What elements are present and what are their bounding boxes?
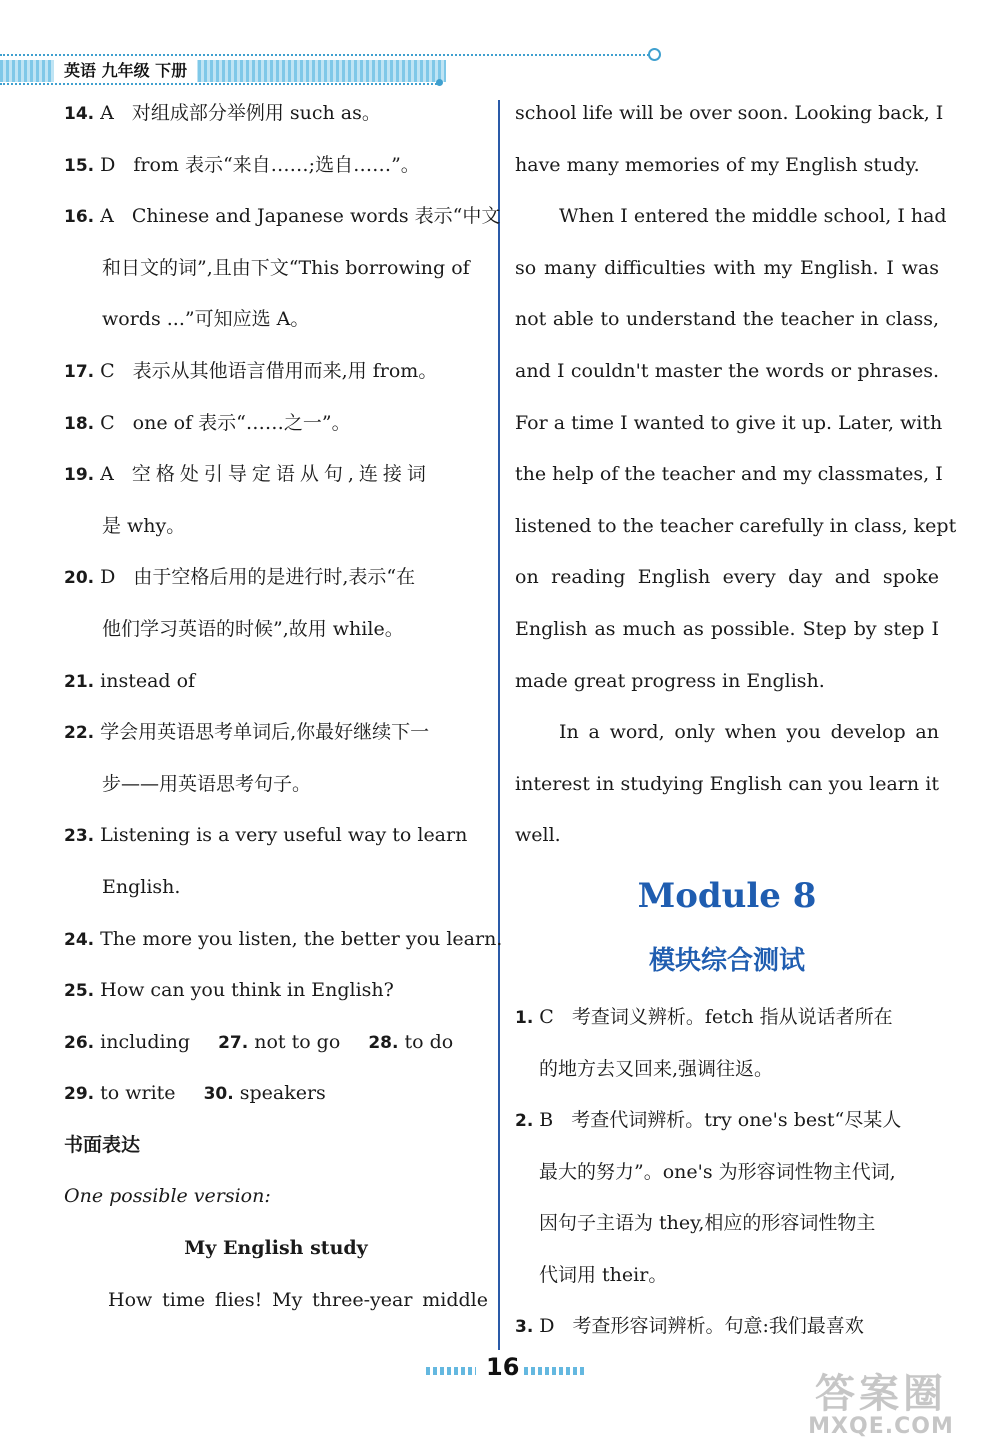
- item-answer-text: to write: [100, 1082, 176, 1105]
- item-answer: D: [100, 153, 116, 176]
- item-answer-text: speakers: [239, 1082, 326, 1105]
- answer-19: [64, 449, 488, 501]
- essay-line: How time flies! My three-year middle: [108, 1288, 488, 1311]
- essay-line: the help of the teacher and my classmates, I: [515, 463, 943, 486]
- item-number: 26.: [64, 1032, 95, 1053]
- essay-line: listened to the teacher carefully in class, kept: [515, 514, 957, 537]
- header-dot-icon: [648, 48, 661, 61]
- item-answer: C: [539, 1005, 554, 1028]
- site-watermark: [776, 1371, 986, 1439]
- item-number: 15.: [64, 155, 95, 176]
- item-answer-text: 学会用英语思考单词后,你最好继续下一: [100, 721, 430, 744]
- item-number: 14.: [64, 104, 95, 124]
- footer-ornament-left: [426, 1367, 476, 1375]
- item-answer-text: including: [100, 1030, 191, 1053]
- section-heading-writing: 书面表达: [64, 1133, 141, 1156]
- answer-m3: [515, 1301, 939, 1353]
- answer-m2-cont2: 因句子主语为 they,相应的形容词性物主: [539, 1212, 876, 1235]
- answer-m2-cont: 最大的努力”。one's 为形容词性物主代词,: [539, 1160, 896, 1183]
- answers-29-30: [64, 1068, 488, 1120]
- essay-title: My English study: [184, 1237, 368, 1260]
- answer-24: [64, 914, 503, 966]
- book-title: 英语 九年级 下册: [54, 58, 197, 84]
- answer-m2-cont3: 代词用 their。: [539, 1263, 668, 1286]
- item-answer: A: [100, 102, 114, 124]
- answer-15: [64, 140, 488, 192]
- item-number: 28.: [368, 1032, 399, 1053]
- item-explanation: 表示从其他语言借用而来,用 from。: [132, 359, 438, 382]
- column-divider: [498, 100, 500, 1350]
- item-number: 2.: [515, 1111, 534, 1132]
- item-number: 19.: [64, 465, 95, 486]
- item-explanation: 考查代词辨析。try one's best“尽某人: [571, 1109, 902, 1132]
- answer-16-cont: 和日文的词”,且由下文“This borrowing of: [102, 256, 470, 279]
- item-number: 27.: [218, 1032, 249, 1053]
- header-rule-top: [0, 54, 652, 56]
- answer-19-cont: 是 why。: [102, 514, 186, 537]
- item-answer: B: [539, 1109, 554, 1132]
- item-answer: A: [100, 463, 114, 486]
- answer-22: [64, 707, 488, 759]
- watermark-logo-text: 答案圈: [815, 1371, 947, 1417]
- item-answer: C: [100, 359, 115, 382]
- item-explanation: 考查形容词辨析。句意:我们最喜欢: [572, 1315, 864, 1338]
- answer-18: [64, 398, 488, 450]
- item-number: 3.: [515, 1317, 534, 1338]
- item-number: 25.: [64, 981, 95, 1002]
- left-column: [64, 88, 503, 1326]
- answer-22-cont: 步——用英语思考句子。: [102, 772, 312, 795]
- essay-line: English as much as possible. Step by step I: [515, 617, 939, 640]
- page-header: [0, 46, 660, 86]
- item-number: 20.: [64, 568, 95, 589]
- item-number: 22.: [64, 723, 95, 744]
- answer-14: [64, 88, 488, 140]
- essay-line: For a time I wanted to give it up. Later, with: [515, 411, 943, 434]
- answer-17: [64, 346, 488, 398]
- essay-line: not able to understand the teacher in class,: [515, 308, 939, 331]
- essay-line: interest in studying English can you learn it: [515, 772, 939, 795]
- answer-21: [64, 656, 488, 708]
- answer-23: [64, 810, 488, 862]
- answer-20-cont: 他们学习英语的时候”,故用 while。: [102, 617, 404, 640]
- page-number: 16: [486, 1353, 520, 1381]
- footer-ornament-right: [524, 1367, 584, 1375]
- item-explanation: Chinese and Japanese words 表示“中文: [131, 205, 501, 228]
- answer-20: [64, 552, 488, 604]
- item-number: 24.: [64, 929, 95, 950]
- answer-23-cont: English.: [102, 875, 181, 898]
- essay-line: made great progress in English.: [515, 669, 825, 692]
- module-title: Module 8: [637, 875, 817, 916]
- item-answer-text: instead of: [100, 669, 196, 692]
- item-answer-text: not to go: [254, 1030, 341, 1053]
- essay-line: school life will be over soon. Looking back, I: [515, 102, 944, 124]
- item-answer: D: [539, 1315, 555, 1338]
- header-dot-small-icon: [436, 79, 443, 86]
- answers-26-28: [64, 1017, 488, 1069]
- item-number: 23.: [64, 826, 95, 847]
- item-number: 30.: [203, 1084, 234, 1105]
- item-explanation: 考查词义辨析。fetch 指从说话者所在: [571, 1005, 893, 1028]
- answer-m2: [515, 1095, 939, 1147]
- watermark-url: MXQE.COM: [808, 1414, 954, 1439]
- item-explanation: 由于空格后用的是进行时,表示“在: [133, 566, 416, 589]
- answer-m1: [515, 992, 939, 1044]
- item-answer: D: [100, 566, 116, 589]
- item-number: 17.: [64, 361, 95, 382]
- answer-16: [64, 191, 501, 243]
- essay-line: well.: [515, 824, 561, 847]
- item-number: 16.: [64, 207, 95, 228]
- item-explanation: one of 表示“……之一”。: [132, 411, 351, 434]
- item-explanation: from 表示“来自……;选自……”。: [133, 153, 420, 176]
- right-column: [515, 88, 957, 1353]
- item-answer-text: The more you listen, the better you learn.: [100, 927, 503, 950]
- essay-line: and I couldn't master the words or phrases.: [515, 359, 939, 382]
- essay-line: In a word, only when you develop an: [559, 721, 939, 744]
- item-explanation: 空格处引导定语从句,连接词: [131, 463, 431, 486]
- item-answer-text: How can you think in English?: [100, 979, 394, 1002]
- item-answer: A: [100, 205, 114, 228]
- item-number: 1.: [515, 1007, 534, 1028]
- essay-line: so many difficulties with my English. I was: [515, 256, 939, 279]
- essay-line: have many memories of my English study.: [515, 153, 920, 176]
- essay-line: on reading English every day and spoke: [515, 566, 939, 589]
- item-answer-text: to do: [404, 1030, 454, 1053]
- item-number: 29.: [64, 1084, 95, 1105]
- version-label: One possible version:: [64, 1185, 271, 1208]
- item-number: 18.: [64, 413, 95, 434]
- header-rule-bottom: [0, 83, 440, 85]
- answer-m1-cont: 的地方去又回来,强调往返。: [539, 1057, 774, 1080]
- item-answer-text: Listening is a very useful way to learn: [100, 824, 468, 847]
- answer-25: [64, 965, 488, 1017]
- answer-16-cont2: words ...”可知应选 A。: [102, 308, 310, 331]
- item-answer: C: [100, 411, 115, 434]
- item-explanation: 对组成部分举例用 such as。: [131, 102, 381, 124]
- item-number: 21.: [64, 671, 95, 692]
- essay-line: When I entered the middle school, I had: [559, 205, 947, 228]
- module-subtitle: 模块综合测试: [648, 945, 805, 976]
